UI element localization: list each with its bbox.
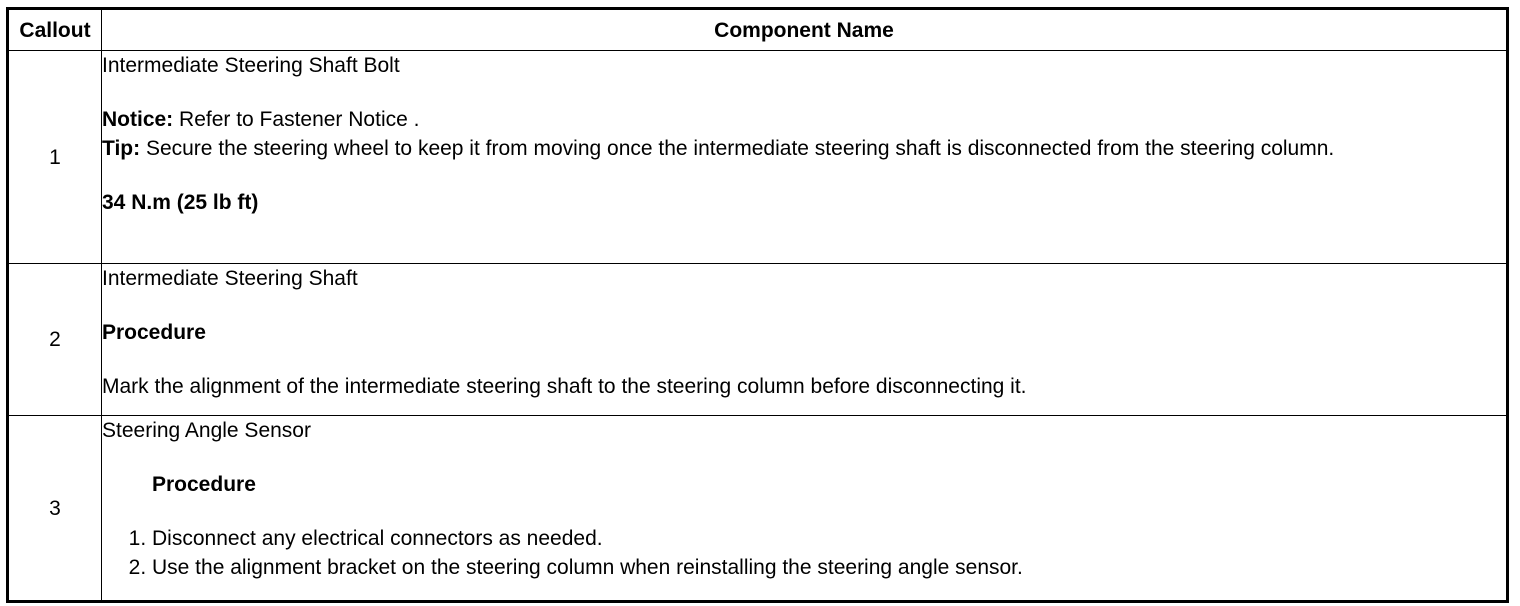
callout-number: 1 [8,51,102,264]
table-row [8,264,1508,416]
component-cell [102,416,1508,602]
torque-spec: 34 N.m (25 lb ft) [102,191,259,214]
component-title: Intermediate Steering Shaft [102,267,358,290]
procedure-text: Mark the alignment of the intermediate steering shaft to the steering column before disconnecting it. [102,375,1027,398]
tip-label: Tip: [102,137,141,160]
notice-line [102,105,1506,134]
component-title: Steering Angle Sensor [102,419,311,442]
component-title: Intermediate Steering Shaft Bolt [102,54,400,77]
tip-text: Secure the steering wheel to keep it from moving once the intermediate steering shaft is disconnected from the steering column. [140,137,1335,160]
list-item: 1. Disconnect any electrical connectors as needed. [152,524,1506,553]
callout-number: 3 [8,416,102,602]
table-row [8,51,1508,264]
list-item: 2. Use the alignment bracket on the steering column when reinstalling the steering angle sensor. [152,553,1506,582]
table-row [8,416,1508,602]
callout-header: Callout [8,9,102,51]
notice-label: Notice: [102,108,174,131]
notice-text: Refer to Fastener Notice . [173,108,420,131]
procedure-heading: Procedure [152,473,256,496]
procedure-heading: Procedure [102,321,206,344]
component-cell [102,51,1508,264]
callout-number: 2 [8,264,102,416]
component-table [6,7,1509,603]
document-page [6,7,1506,598]
tip-line [102,134,1506,163]
procedure-steps [102,524,1506,582]
component-cell [102,264,1508,416]
component-name-header: Component Name [102,9,1508,51]
table-header-row [8,9,1508,51]
